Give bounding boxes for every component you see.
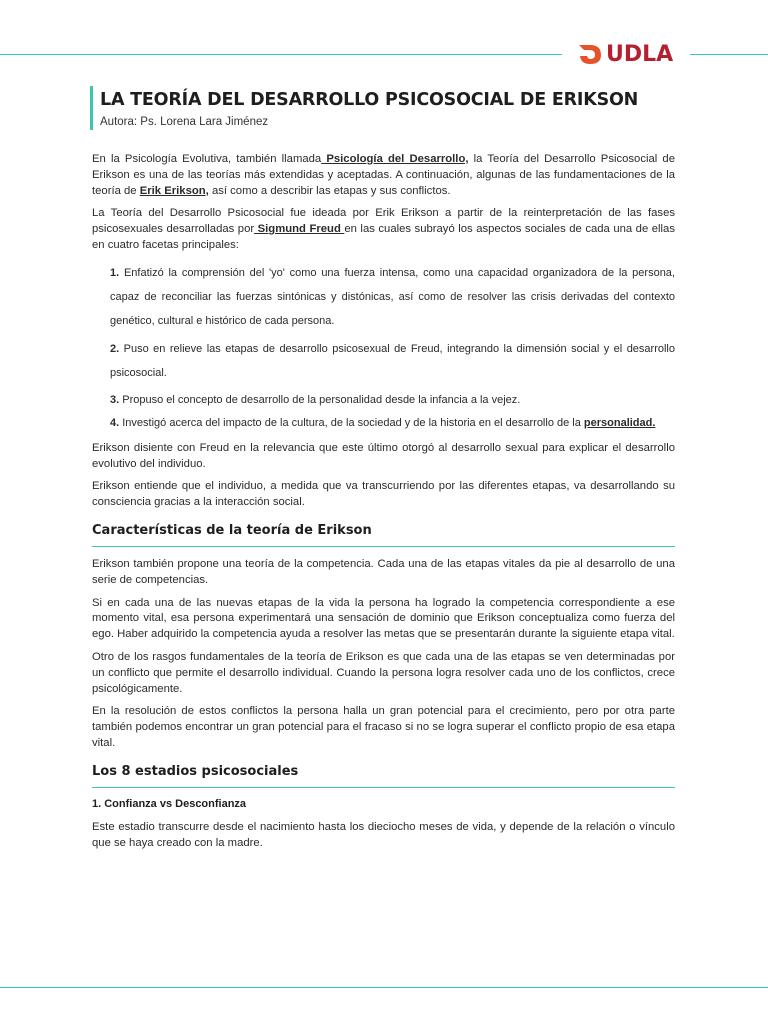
footer-rule (0, 987, 768, 988)
section1-paragraph: Si en cada una de las nuevas etapas de la vida la persona ha logrado la competencia correspondiente a ese momento vital, esa persona experimentará una sensación de dominio que Erikson conceptualiza como fuerza del ego. Haber adquirido la competencia ayuda a resolver las metas que se presentarán durante la siguiente etapa vital. (92, 596, 675, 641)
link-personalidad[interactable]: personalidad. (583, 416, 656, 429)
link-psicologia-desarrollo[interactable]: Psicología del Desarrollo, (321, 153, 469, 165)
stage-1-title: 1. Confianza vs Desconfianza (92, 797, 247, 810)
title-block (90, 86, 675, 130)
document-title: LA TEORÍA DEL DESARROLLO PSICOSOCIAL DE ERIKSON (100, 90, 639, 110)
section1-paragraph: Erikson también propone una teoría de la competencia. Cada una de las etapas vitales da pie al desarrollo de una serie de competencias. (92, 557, 675, 586)
section1-paragraph: Otro de los rasgos fundamentales de la teoría de Erikson es que cada una de las etapas se ven determinadas por un conflicto que permite el desarrollo individual. Cuando la persona logra resolver cada uno de los conflictos, crece psicológicamente. (92, 650, 675, 695)
paragraph-freud-disagreement: Erikson disiente con Freud en la relevancia que este último otorgó al desarrollo sexual para explicar el desarrollo evolutivo del individuo. (92, 441, 675, 470)
link-sigmund-freud[interactable]: Sigmund Freud (254, 223, 345, 236)
section-heading-estadios: Los 8 estadios psicosociales (92, 764, 675, 788)
intro-paragraph-2: La Teoría del Desarrollo Psicosocial fue ideada por Erik Erikson a partir de la reinterpretación de las fases psicosexuales desarrolladas por Sigmund Freud en las cuales subrayó los aspectos sociales de cada una de ellas en cuatro facetas principales: (92, 207, 675, 251)
section1-paragraph: En la resolución de estos conflictos la persona halla un gran potencial para el crecimiento, pero por otra parte también podemos encontrar un gran potencial para el fracaso si no se logra superar el conflicto propio de esa etapa vital. (92, 705, 675, 749)
list-item: 4. Investigó acerca del impacto de la cultura, de la sociedad y de la historia en el desarrollo de la personalidad. (110, 416, 656, 429)
section-heading-caracteristicas: Características de la teoría de Erikson (92, 523, 675, 547)
document-body (92, 86, 675, 858)
link-erik-erikson[interactable]: Erik Erikson, (139, 184, 209, 197)
intro-paragraph-1: En la Psicología Evolutiva, también llamada Psicología del Desarrollo, la Teoría del Desarrollo Psicosocial de Erikson es una de las teorías más extendidas y aceptadas. A continuación, algunas de las fundamentaciones de la teoría de Erik Erikson, así como a describir las etapas y sus conflictos. (92, 153, 675, 197)
facets-list (92, 261, 675, 435)
logo-wordmark: UDLA (606, 41, 674, 67)
paragraph-social-interaction: Erikson entiende que el individuo, a medida que va transcurriendo por las diferentes etapas, va desarrollando su consciencia gracias a la interacción social. (92, 480, 675, 509)
udla-logo (577, 40, 673, 68)
header-rule-right (690, 54, 768, 55)
list-item: 1. Enfatizó la comprensión del 'yo' como una fuerza intensa, como una capacidad organizadora de la persona, capaz de reconciliar las fuerzas sintónicas y distónicas, así como de resolver las crisis derivadas del contexto genético, cultural e histórico de cada persona. (110, 266, 675, 327)
header-rule-left (0, 54, 562, 55)
list-item: 2. Puso en relieve las etapas de desarrollo psicosexual de Freud, integrando la dimensión social y el desarrollo psicosocial. (110, 342, 675, 379)
stage-1-text: Este estadio transcurre desde el nacimiento hasta los dieciocho meses de vida, y depende de la relación o vínculo que se haya creado con la madre. (92, 820, 675, 849)
udla-logo-icon (577, 42, 603, 66)
list-item: 3. Propuso el concepto de desarrollo de la personalidad desde la infancia a la vejez. (110, 393, 521, 406)
author-line: Autora: Ps. Lorena Lara Jiménez (100, 116, 269, 128)
